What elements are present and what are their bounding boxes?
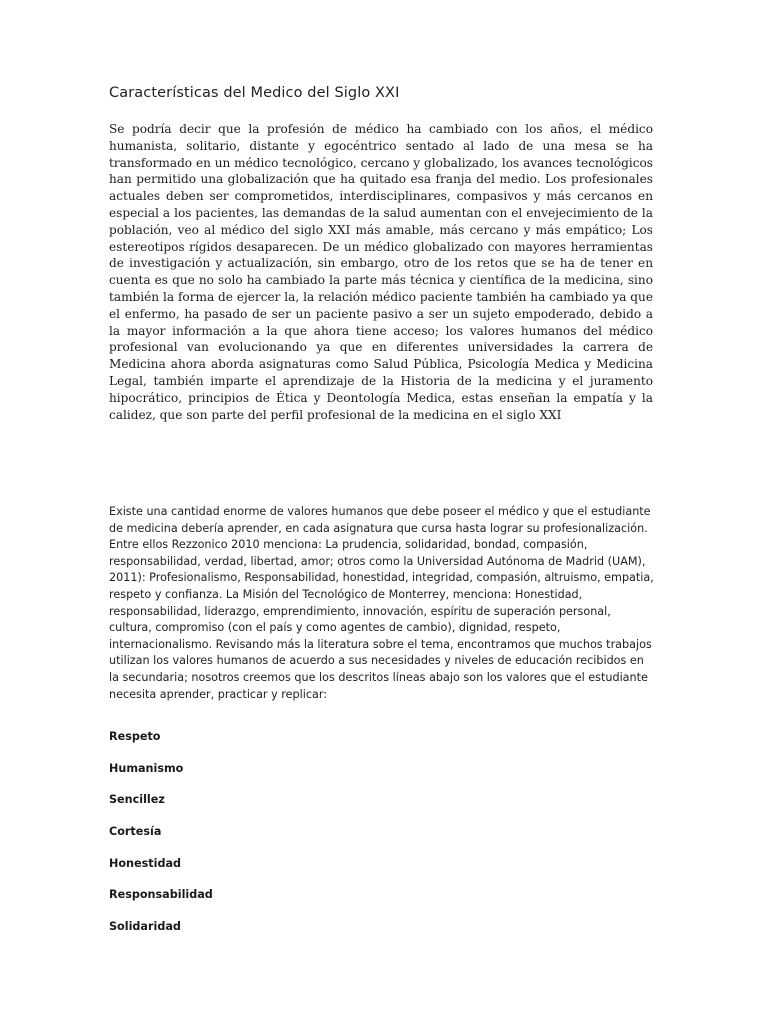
values-list: [109, 729, 213, 951]
value-item-cortesia: Cortesía: [109, 825, 162, 839]
value-item-sencillez: Sencillez: [109, 793, 165, 807]
value-item-responsabilidad: Responsabilidad: [109, 888, 213, 902]
page-title: Características del Medico del Siglo XXI: [109, 85, 400, 101]
value-item-solidaridad: Solidaridad: [109, 920, 181, 934]
values-paragraph: Existe una cantidad enorme de valores humanos que debe poseer el médico y que el estudiante de medicina debería aprender, en cada asignatura que cursa hasta lograr su profesionalización. Entre ellos Rezzonico 2010 menciona: La prudencia, solidaridad, bondad, compasión, responsabilidad, verdad, libertad, amor; otros como la Universidad Autónoma de Madrid (UAM), 2011): Profesionalismo, Responsabilidad, honestidad, integridad, compasión, altruismo, empatia, respeto y confianza. La Misión del Tecnológico de Monterrey, menciona: Honestidad, responsabilidad, liderazgo, emprendimiento, innovación, espíritu de superación personal, cultura, compromiso (con el país y como agentes de cambio), dignidad, respeto, internacionalismo. Revisando más la literatura sobre el tema, encontramos que muchos trabajos utilizan los valores humanos de acuerdo a sus necesidades y niveles de educación recibidos en la secundaria; nosotros creemos que los descritos líneas abajo son los valores que el estudiante necesita aprender, practicar y replicar:: [109, 505, 654, 701]
value-item-respeto: Respeto: [109, 730, 161, 743]
value-item-humanismo: Humanismo: [109, 761, 184, 775]
value-item-honestidad: Honestidad: [109, 856, 182, 870]
intro-paragraph: Se podría decir que la profesión de médico ha cambiado con los años, el médico humanista, solitario, distante y egocéntrico sentado al lado de una mesa se ha transformado en un médico tecnológico, cercano y globalizado, los avances tecnológicos han permitido una globalización que ha quitado esa franja del medio. Los profesionales actuales deben ser comprometidos, interdisciplinares, compasivos y más cercanos en especial a los pacientes, las demandas de la salud aumentan con el envejecimiento de la población, veo al médico del siglo XXI más amable, más cercano y más empático; Los estereotipos rígidos desaparecen. De un médico globalizado con mayores herramientas de investigación y actualización, sin embargo, otro de los retos que se ha de tener en cuenta es que no solo ha cambiado la parte más técnica y científica de la medicina, sino también la forma de ejercer la, la relación médico paciente también ha cambiado ya que el enfermo, ha pasado de ser un paciente pasivo a ser un sujeto empoderado, debido a la mayor información a la que ahora tiene acceso; los valores humanos del médico profesional van evolucionando ya que en diferentes universidades la carrera de Medicina ahora aborda asignaturas como Salud Pública, Psicología Medica y Medicina Legal, también imparte el aprendizaje de la Historia de la medicina y el juramento hipocrático, principios de Ética y Deontología Medica, estas enseñan la empatía y la calidez, que son parte del perfil profesional de la medicina en el siglo XXI: [109, 122, 653, 422]
